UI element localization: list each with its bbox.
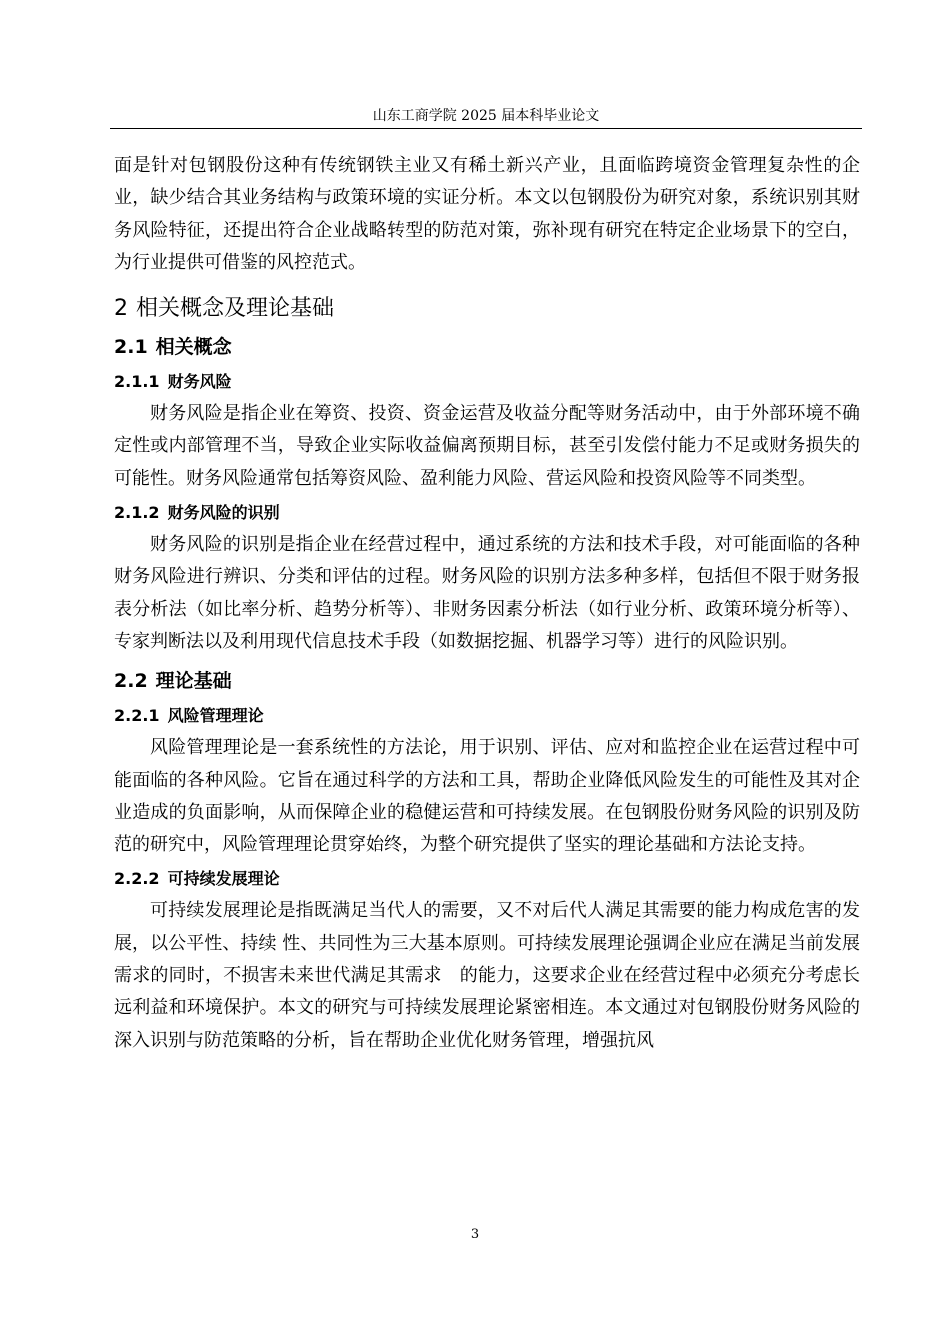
section-2-2-1-title: 风险管理理论	[167, 706, 264, 726]
risk-identification-paragraph: 财务风险的识别是指企业在经营过程中，通过系统的方法和技术手段，对可能面临的各种财务风险进行辨识、分类和评估的过程。财务风险的识别方法多种多样，包括但不限于财务报表分析法（如比率分析、趋势分析等）、非财务因素分析法（如行业分析、政策环境分析等）、专家判断法以及利用现代信息技术手段（如数据挖掘、机器学习等）进行的风险识别。	[114, 534, 860, 652]
section-2-1-2-heading	[114, 501, 860, 525]
section-2-1-heading	[114, 333, 860, 361]
section-2-1-1-number: 2.1.1	[114, 372, 160, 392]
section-2-1-1-title: 财务风险	[167, 372, 232, 392]
chapter-2-title: 相关概念及理论基础	[136, 296, 335, 322]
section-2-2-1-number: 2.2.1	[114, 706, 160, 726]
section-2-1-number: 2.1	[114, 336, 148, 359]
section-2-1-2-title: 财务风险的识别	[167, 503, 280, 523]
header-rule	[110, 128, 862, 129]
page-number: 3	[470, 1227, 480, 1242]
chapter-2-number: 2	[114, 296, 128, 322]
intro-continuation-paragraph: 面是针对包钢股份这种有传统钢铁主业又有稀土新兴产业，且面临跨境资金管理复杂性的企业，缺少结合其业务结构与政策环境的实证分析。本文以包钢股份为研究对象，系统识别其财务风险特征，还提出符合企业战略转型的防范对策，弥补现有研究在特定企业场景下的空白，为行业提供可借鉴的风控范式。	[114, 155, 860, 273]
sustainable-development-paragraph: 可持续发展理论是指既满足当代人的需要，又不对后代人满足其需要的能力构成危害的发展，以公平性、持续 性、共同性为三大基本原则。可持续发展理论强调企业应在满足当前发展需求的同时，不损害未来世代满足其需求 的能力，这要求企业在经营过程中必须充分考虑长远利益和环境保护。本文的研究与可持续发展理论紧密相连。本文通过对包钢股份财务风险的深入识别与防范策略的分析，旨在帮助企业优化财务管理，增强抗风	[114, 900, 860, 1051]
section-2-2-1-heading	[114, 704, 860, 728]
section-2-2-number: 2.2	[114, 670, 148, 693]
running-header: 山东工商学院 2025 届本科毕业论文	[372, 108, 600, 124]
section-2-2-title: 理论基础	[155, 670, 232, 693]
section-2-1-1-heading	[114, 370, 860, 394]
financial-risk-paragraph: 财务风险是指企业在筹资、投资、资金运营及收益分配等财务活动中，由于外部环境不确定性或内部管理不当，导致企业实际收益偏离预期目标，甚至引发偿付能力不足或财务损失的可能性。财务风险通常包括筹资风险、盈利能力风险、营运风险和投资风险等不同类型。	[114, 403, 860, 489]
section-2-1-2-number: 2.1.2	[114, 503, 160, 523]
chapter-2-heading	[114, 294, 860, 324]
risk-management-theory-paragraph: 风险管理理论是一套系统性的方法论，用于识别、评估、应对和监控企业在运营过程中可能面临的各种风险。它旨在通过科学的方法和工具，帮助企业降低风险发生的可能性及其对企业造成的负面影响，从而保障企业的稳健运营和可持续发展。在包钢股份财务风险的识别及防范的研究中，风险管理理论贯穿始终，为整个研究提供了坚实的理论基础和方法论支持。	[114, 737, 860, 856]
section-2-2-2-number: 2.2.2	[114, 869, 160, 889]
page-body	[114, 150, 860, 1057]
section-2-2-2-heading	[114, 867, 860, 891]
section-2-2-2-title: 可持续发展理论	[167, 869, 280, 889]
section-2-1-title: 相关概念	[155, 336, 232, 359]
section-2-2-heading	[114, 667, 860, 695]
